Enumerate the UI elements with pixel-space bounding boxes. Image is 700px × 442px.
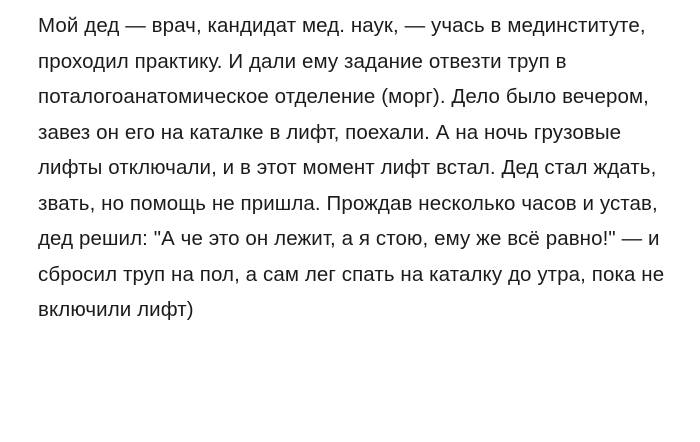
- story-text: Мой дед — врач, кандидат мед. наук, — учась в мединституте, проходил практику. И дали ему задание отвезти труп в поталогоанатомическое отделение (морг). Дело было вечером, завез он его на каталке в лифт, поехали. А на ночь грузовые лифты отключали, и в этот момент лифт встал. Дед стал ждать, звать, но помощь не пришла. Прождав несколько часов и устав, дед решил: "А че это он лежит, а я стою, ему же всё равно!" — и сбросил труп на пол, а сам лег спать на каталку до утра, пока не включили лифт): [38, 14, 671, 321]
